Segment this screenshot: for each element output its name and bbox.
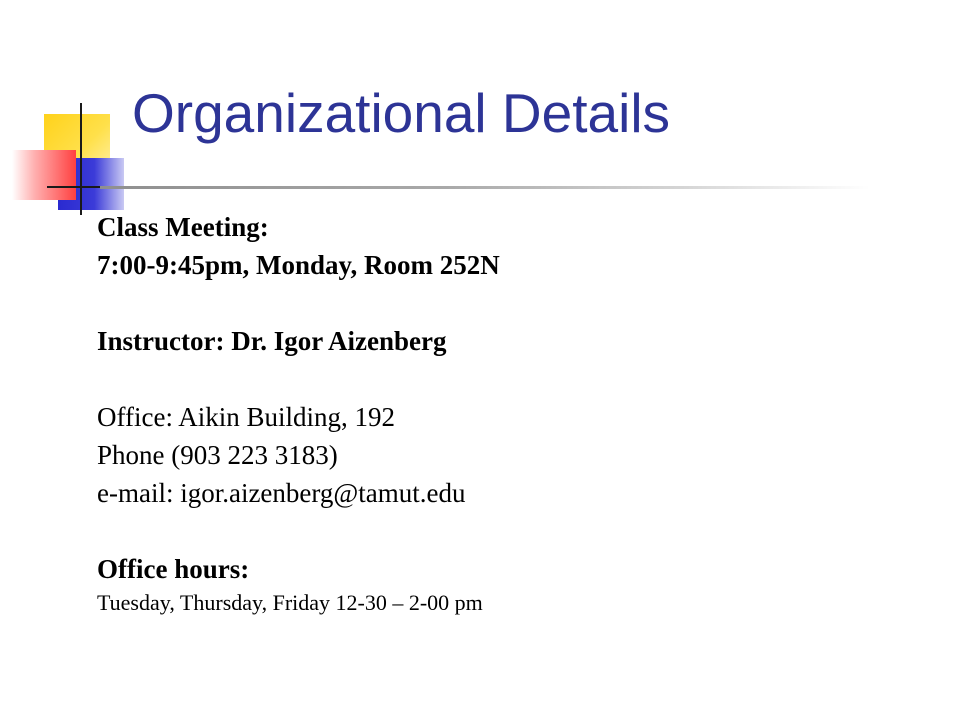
spacer	[97, 512, 897, 550]
office-hours-times: Tuesday, Thursday, Friday 12-30 – 2-00 pm	[97, 590, 483, 615]
class-meeting-schedule: 7:00-9:45pm, Monday, Room 252N	[97, 250, 500, 280]
email-line: e-mail: igor.aizenberg@tamut.edu	[97, 478, 466, 508]
instructor-line: Instructor: Dr. Igor Aizenberg	[97, 326, 447, 356]
ornament-red-square	[12, 150, 76, 200]
spacer	[97, 284, 897, 322]
office-line: Office: Aikin Building, 192	[97, 402, 395, 432]
phone-line: Phone (903 223 3183)	[97, 440, 338, 470]
ornament-vertical-line	[80, 103, 82, 215]
slide-title: Organizational Details	[132, 82, 671, 144]
slide-body	[97, 208, 897, 618]
office-hours-heading: Office hours:	[97, 554, 250, 584]
class-meeting-heading: Class Meeting:	[97, 212, 269, 242]
title-underline	[100, 186, 870, 189]
spacer	[97, 360, 897, 398]
corner-ornament	[0, 0, 140, 230]
